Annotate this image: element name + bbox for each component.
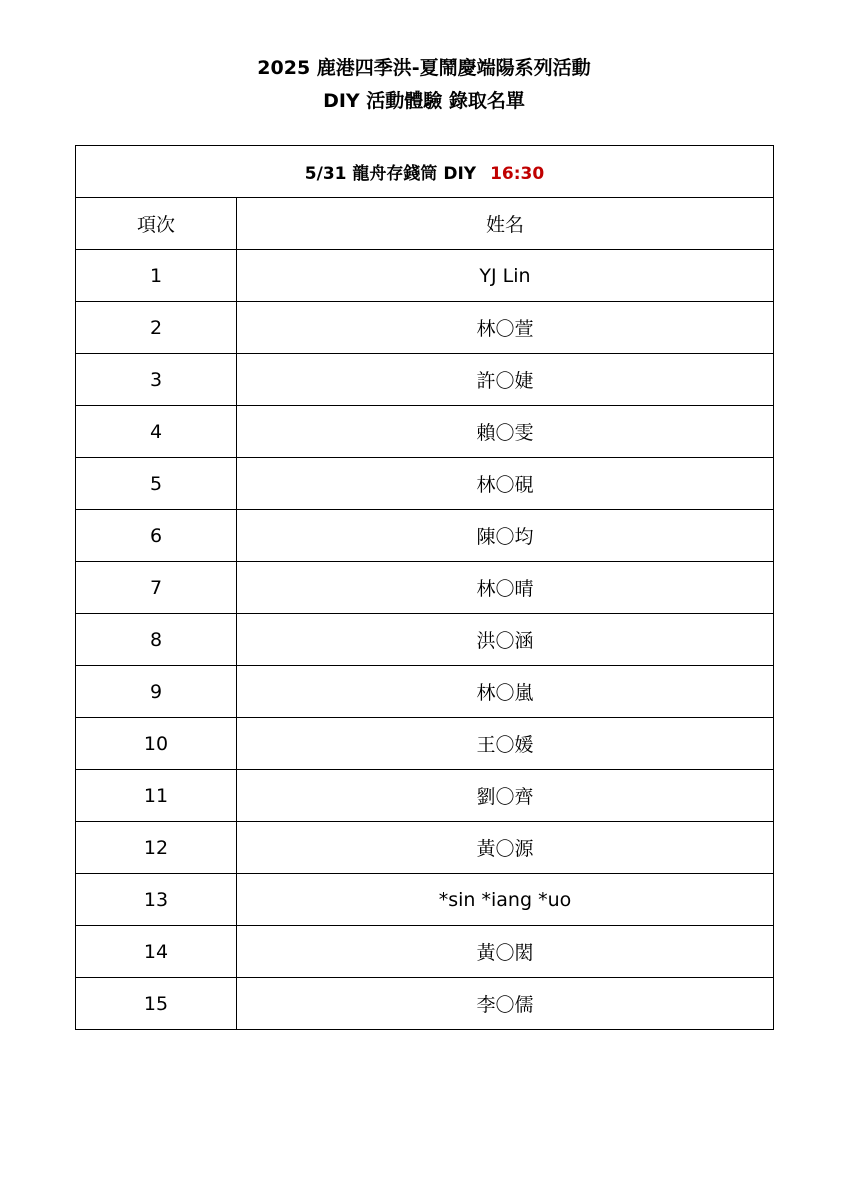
table-row — [76, 614, 774, 666]
table-row — [76, 666, 774, 718]
row-name: 許〇婕 — [237, 354, 774, 406]
row-name: *sin *iang *uo — [237, 874, 774, 926]
session-label: 5/31 龍舟存錢筒 DIY — [304, 164, 477, 184]
row-name: 林〇嵐 — [237, 666, 774, 718]
row-number: 15 — [76, 978, 237, 1030]
row-number: 9 — [76, 666, 237, 718]
row-number: 14 — [76, 926, 237, 978]
session-time: 16:30 — [490, 164, 545, 184]
row-number: 11 — [76, 770, 237, 822]
table-row — [76, 822, 774, 874]
row-name: 賴〇雯 — [237, 406, 774, 458]
table-row — [76, 458, 774, 510]
admission-list-table — [75, 145, 774, 1030]
row-name: 李〇儒 — [237, 978, 774, 1030]
row-number: 12 — [76, 822, 237, 874]
table-row — [76, 510, 774, 562]
table-row — [76, 250, 774, 302]
session-cell — [76, 146, 774, 198]
column-header-name: 姓名 — [237, 198, 774, 250]
row-number: 1 — [76, 250, 237, 302]
row-number: 3 — [76, 354, 237, 406]
row-number: 13 — [76, 874, 237, 926]
row-name: 劉〇齊 — [237, 770, 774, 822]
row-number: 10 — [76, 718, 237, 770]
table-row — [76, 770, 774, 822]
row-name: 林〇晴 — [237, 562, 774, 614]
row-number: 6 — [76, 510, 237, 562]
table-body — [76, 146, 774, 1030]
row-name: 陳〇均 — [237, 510, 774, 562]
column-header-row — [76, 198, 774, 250]
table-row — [76, 406, 774, 458]
table-row — [76, 874, 774, 926]
row-name: 黃〇閎 — [237, 926, 774, 978]
row-name: 黃〇源 — [237, 822, 774, 874]
row-number: 5 — [76, 458, 237, 510]
column-header-number: 項次 — [76, 198, 237, 250]
row-name: 林〇萱 — [237, 302, 774, 354]
row-number: 4 — [76, 406, 237, 458]
table-row — [76, 562, 774, 614]
table-row — [76, 718, 774, 770]
row-name: 王〇媛 — [237, 718, 774, 770]
row-number: 2 — [76, 302, 237, 354]
row-name: 洪〇涵 — [237, 614, 774, 666]
table-row — [76, 354, 774, 406]
document-subtitle: DIY 活動體驗 錄取名單 — [323, 90, 525, 112]
table-row — [76, 302, 774, 354]
session-header-row — [76, 146, 774, 198]
document-title: 2025 鹿港四季洪-夏鬧慶端陽系列活動 — [257, 57, 591, 79]
table-row — [76, 978, 774, 1030]
table-row — [76, 926, 774, 978]
row-name: 林〇硯 — [237, 458, 774, 510]
row-number: 7 — [76, 562, 237, 614]
row-number: 8 — [76, 614, 237, 666]
row-name: YJ Lin — [237, 250, 774, 302]
